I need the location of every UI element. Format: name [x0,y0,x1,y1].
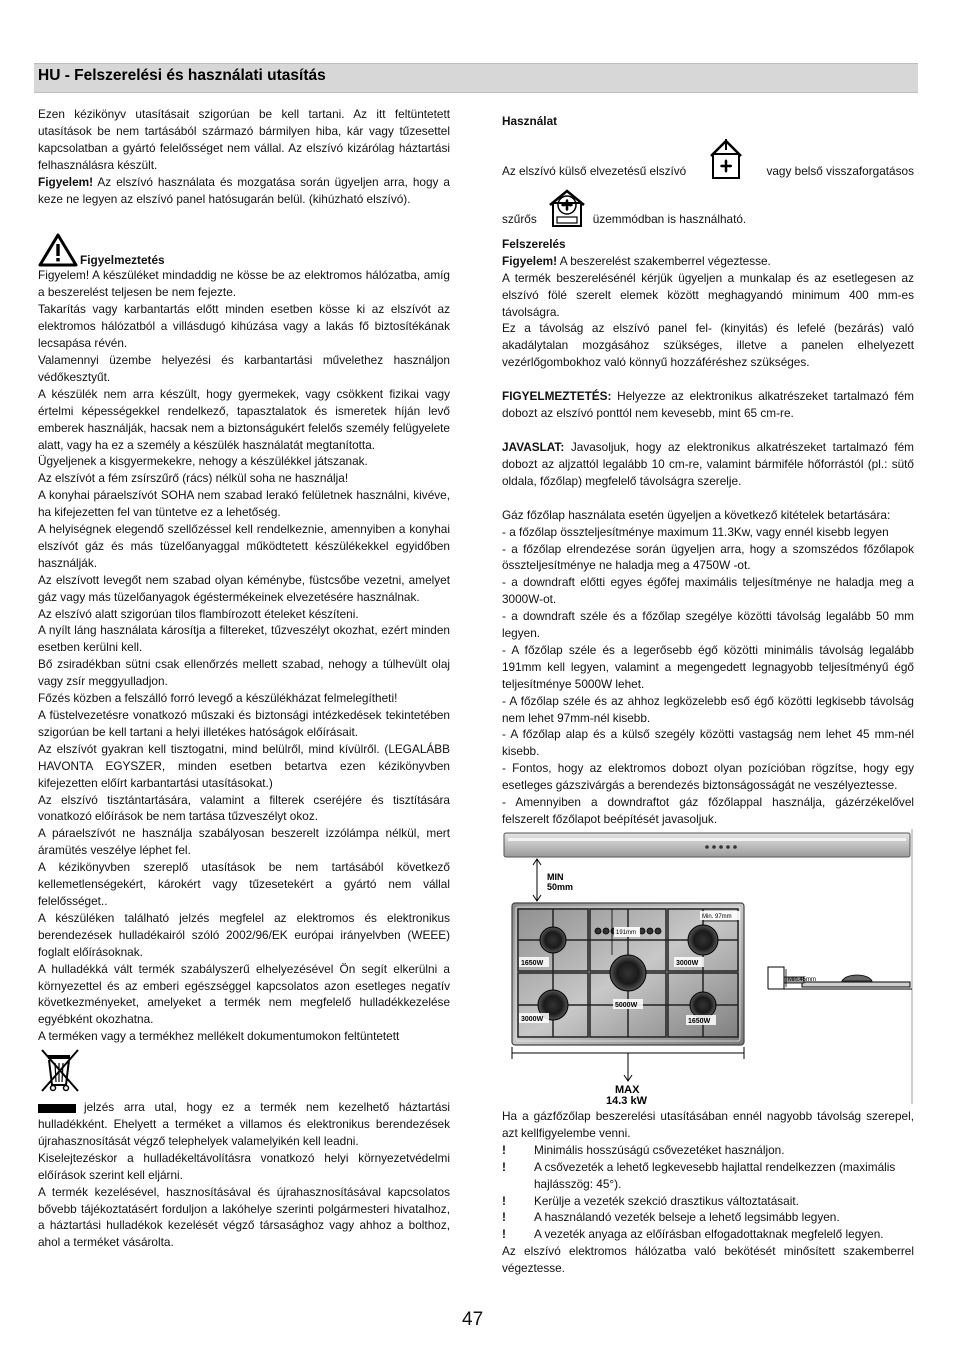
weee-paragraph [38,1099,450,1150]
warning-paragraphs [38,267,450,1045]
intro-paragraph: Ezen kézikönyv utasításait szigorúan be kell tartani. Az itt feltüntetett utasítások be nem tartásából származó bármilyen hiba, kár vagy tűzesettel kapcsolatban a gyártó felelősséget nem vállal. Az elszívó kizárólag háztartási felhasználásra készült. [38,107,450,172]
burner-label: 3000W [676,960,699,967]
warning-paragraph: A kézikönyvben szereplő utasítások be nem tartásából következő kellemetlenségekért, károkért vagy tűzesetekért a gyártó nem vállal felelősséget.. [38,860,450,908]
after-diagram-paragraph: Ha a gázfőzőlap beszerelési utasításában ennél nagyobb távolság szerepel, azt kellfigyelembe venni. [502,1109,914,1140]
burner-label: 1650W [521,960,544,967]
warning-heading [38,233,450,267]
hob-diagram [502,829,914,1104]
duct-requirement-text: A használandó vezeték belseje a lehető legsimább legyen. [534,1210,840,1225]
recirculation-mode-icon [547,188,587,228]
warning-paragraph: A konyhai páraelszívót SOHA nem szabad lerakó felületnek használni, kivéve, ha kifejezetten fel van tüntetve ez a lehetőség. [38,488,450,520]
dist-97: Min. 97mm [702,914,732,920]
gas-intro: Gáz főzőlap használata esetén ügyeljen a következő kitételek betartására: [502,507,891,522]
gas-requirement-item: - a főzőlap összteljesítménye maximum 11.3Kw, vagy ennél kisebb legyen [502,524,889,539]
burner-icon [690,992,716,1018]
gas-requirement-item: - a downdraft előtti egyes égőfej maximális teljesítménye ne haladja meg a 3000W-ot. [502,575,914,607]
javaslat-text: Javasoljuk, hogy az elektronikus alkatrészeket tartalmazó fém dobozt az aljzattól legalább 10 cm-re, valamint bármiféle hőforrástól (pl.: sütő oldala, főzőlap) megfelelő távolságra szerelje. [502,439,914,488]
figyelem-label: Figyelem! [38,174,94,189]
hob-side-section [768,967,912,989]
figyelmeztetes-paragraph [502,388,914,422]
weee-symbol [38,1047,450,1093]
warning-paragraph: Takarítás vagy karbantartás előtt minden esetben kösse ki az elszívót az elektromos hálózatból a villásdugó kihúzása vagy a lakás fő biztosítékának lecsapása révén. [38,302,450,351]
figyelmeztetes-text: Helyezze az elektronikus alkatrészeket tartalmazó fém dobozt az elszívó ponttól nem kevesebb, mint 65 cm-re. [502,389,914,421]
figyelem-paragraph [38,174,450,208]
duct-requirement-text: A vezeték anyaga az előírásban elfogadottaknak megfelelő legyen. [534,1227,884,1242]
gas-requirement-item: - Fontos, hogy az elektromos dobozt olyan pozícióban rögzítse, hogy egy esetleges gázszivárgás a berendezés biztonságosságát ne veszélyeztesse. [502,761,914,793]
warning-paragraph: Az elszívott levegőt nem szabad olyan kéménybe, füstcsőbe vezetni, amelyet gáz vagy más tüzelőanyagok égéstermékeinek elvezetésére használnak. [38,572,450,604]
exclamation-mark: ! [502,1210,506,1225]
dist-191: 191mm [616,930,637,936]
disposal-paragraph: A termék kezelésével, hasznosításával és újrahasznosításával kapcsolatos bővebb tájékoztatásért forduljon a lakóhelye szerinti polgármesteri hivatalhoz, a háztartási hulladékok kezelését végző társasághoz vagy ahhoz a bolthoz, ahol a terméket vásárolta. [38,1184,450,1250]
warning-paragraph: Az elszívó tisztántartására, valamint a filterek cseréjére és tisztítására vonatkozó előírások be nem tartása tűzveszélyt okoz. [38,792,450,824]
gas-requirement-item: - a főzőlap elrendezése során ügyeljen arra, hogy a szomszédos főzőlapok összteljesítménye ne haladja meg a 4750W -ot. [502,541,914,573]
warning-title: Figyelmeztetés [80,252,165,267]
weee-black-bar [38,1104,76,1113]
hasznalat-text4: üzemmódban is használható. [592,212,747,226]
warning-paragraph: A készülék nem arra készült, hogy gyermekek, vagy csökkent fizikai vagy értelmi képességekkel rendelkező, tapasztalatok és ismeretek híján levő emberek használják, hacsak nem a biztonságukért felelős személy felügyelete alatt, vagy ha ez a személy a készülék használatát megtanította. [38,386,450,452]
gas-requirement-item: - A főzőlap széle és a legerősebb égő közötti minimális távolság legalább 191mm kell legyen, valamint a megengedett legnagyobb teljesítményű égő teljesítménye 5000W lehet. [502,642,914,691]
exclamation-mark: ! [502,1159,506,1174]
figyelem-text: Az elszívó használata és mozgatása során ügyeljen arra, hogy a keze ne legyen az elszívó panel hatósugarán belül. (kihúzható elszívó). [38,174,450,206]
figyelem-text-right: A beszerelést szakemberrel végeztesse. [557,253,771,268]
duct-requirement-text: Kerülje a vezeték szekció drasztikus változtatásait. [534,1193,799,1208]
duct-requirement-item [502,1226,914,1243]
warning-paragraph: Az elszívót gyakran kell tisztogatni, mind belülről, mind kívülről. (LEGALÁBB HAVONTA EGYSZER, minden esetben betartva ezen kézikönyvben kifejezetten előírt karbantartási utasításokat.) [38,741,450,790]
warning-paragraph: Bő zsiradékban sütni csak ellenőrzés mellett szabad, nehogy a túlhevült olaj vagy zsír meggyulladjon. [38,657,450,689]
exclamation-mark: ! [502,1142,506,1157]
warning-paragraph: A készüléken található jelzés megfelel az elektromos és elektronikus berendezések hulladékairól szóló 2002/96/EK európai irányelvben (WEEE) foglalt előírásoknak. [38,910,450,959]
exclamation-mark: ! [502,1227,506,1242]
warning-paragraph: Valamennyi üzembe helyezési és karbantartási művelethez használjon védőkesztyűt. [38,352,450,384]
exclamation-mark: ! [502,1193,506,1208]
warning-paragraph: A terméken vagy a termékhez mellékelt dokumentumokon feltüntetett [38,1029,400,1044]
hasznalat-text3: szűrős [502,212,537,226]
install-paragraph: Ez a távolság az elszívó panel fel- (kinyitás) és lefelé (bezárás) való akadálytalan mozgásához szükséges, illetve a panelen elhelyezett vezérlőgombokhoz való könnyű hozzáféréshez szükséges. [502,321,914,370]
hasznalat-title: Használat [502,114,558,128]
warning-paragraph: Figyelem! A készüléket mindaddig ne kösse be az elektromos hálózatba, amíg a beszerelést teljesen be nem fejezte. [38,268,450,300]
figyelem-label-right: Figyelem! [502,253,558,268]
min-value: 50mm [547,882,574,892]
page-number: 47 [462,1309,484,1330]
duct-requirement-item [502,1209,914,1226]
burner-label: 3000W [521,1016,544,1023]
javaslat-label: JAVASLAT: [502,439,565,454]
gas-requirement-item: - a downdraft széle és a főzőlap szegélye közötti távolság legalább 50 mm legyen. [502,609,914,641]
right-column [502,113,914,828]
weee-text: jelzés arra utal, hogy ez a termék nem kezelhető háztartási hulladékként. Ehelyett a terméket a villamos és elektronikus berendezések újrahasznosítását végző telephelyek valamelyikén kell leadni. [38,1100,450,1148]
warning-paragraph: A páraelszívót ne használja szabályosan beszerelt izzólámpa nélkül, mert áramütés veszélye léphet fel. [38,826,450,858]
duct-requirement-item [502,1193,914,1210]
dist-45: Min.45mm [788,977,817,983]
extraction-mode-icon [709,138,743,180]
crossed-bin-icon [38,1047,82,1093]
install-paragraphs [502,270,914,371]
duct-requirement-item [502,1159,914,1193]
disposal-paragraph: Kiselejtezéskor a hulladékeltávolításra vonatkozó helyi környezetvédelmi előírások szerint kell eljárni. [38,1150,450,1182]
hasznalat-line2 [502,188,914,228]
hob-diagram-svg [502,829,914,1104]
warning-paragraph: A nyílt láng használata károsítja a filtereket, tűzveszélyt okozhat, ezért minden esetben kerülni kell. [38,623,450,655]
hasznalat-text2: vagy belső visszaforgatásos [766,164,914,178]
section-header [34,63,918,93]
hasznalat-line1 [502,138,914,180]
warning-paragraph: A helyiségnek elegendő szellőzéssel kell rendelkeznie, amennyiben a konyhai elszívót gáz és más tüzelőanyaggal működtetett készülékekkel egyidőben használják. [38,522,450,570]
gas-requirements-list [502,524,914,828]
page-title: HU - Felszerelési és használati utasítás [38,67,326,84]
duct-requirement-text: A csővezeték a lehető legkevesebb hajlattal rendelkezzen (maximális hajlásszög: 45°). [534,1159,896,1191]
javaslat-paragraph [502,439,914,490]
gas-requirement-item: - A főzőlap alap és a külső szegély közötti vastagság nem lehet 45 mm-nél kisebb. [502,727,914,759]
burner-icon [610,955,646,991]
gas-requirement-item: - Amennyiben a downdraftot gáz főzőlappal használja, gázérzékelővel felszerelt főzőlapot beépítését javasoljuk. [502,795,914,826]
warning-triangle-icon [38,233,78,267]
duct-requirement-item [502,1142,914,1159]
downdraft-hood [504,833,910,857]
figyelmeztetes-label: FIGYELMEZTETÉS: [502,389,612,404]
burner-label: 5000W [615,1002,638,1009]
felszereles-figyelem [502,253,914,270]
install-paragraph: A termék beszerelésénél kérjük ügyeljen a munkalap és az esetlegesen az elszívó fölé szerelt elemek között meghagyandó minimum 400 mm-es távolságra. [502,270,914,319]
duct-requirements-list [502,1142,914,1243]
warning-paragraph: Az elszívó alatt szigorúan tilos flambírozott ételeket készíteni. [38,606,359,621]
left-column [38,106,450,1251]
burner-icon [688,925,718,955]
final-paragraph: Az elszívó elektromos hálózatba való bekötését minősített szakemberrel végeztesse. [502,1244,914,1276]
max-label: MAX [615,1084,640,1096]
warning-paragraph: A füstelvezetésre vonatkozó műszaki és biztonsági intézkedések tekintetében szigorúan be kell tartani a helyi illetékes hatóságok előírásait. [38,708,450,739]
warning-paragraph: Főzés közben a felszálló forró levegő a készülékházat felmelegítheti! [38,691,398,706]
min-label: MIN [547,872,564,882]
gas-requirement-item: - A főzőlap széle és az ahhoz legközelebb eső égő közötti legkisebb távolság nem lehet 97mm-nél kisebb. [502,693,914,725]
max-value: 14,3 kW [606,1095,647,1104]
disposal-paragraphs [38,1150,450,1251]
burner-label: 1650W [688,1018,711,1025]
duct-requirement-text: Minimális hosszúságú csővezetéket használjon. [534,1142,785,1157]
warning-paragraph: Az elszívót a fém zsírszűrő (rács) nélkül soha ne használja! [38,471,349,486]
warning-paragraph: A hulladékká vált termék szabályszerű elhelyezésével Ön segít elkerülni a környezettel és az emberi egészséggel kapcsolatos azon esetleges negatív következményeket, amelyeket a termék nem megfelelő hulladékkezelése egyébként okozhatna. [38,961,450,1027]
right-column-bottom [502,1108,914,1277]
felszereles-title: Felszerelés [502,236,566,251]
warning-paragraph: Ügyeljenek a kisgyermekekre, nehogy a készülékkel játszanak. [38,454,368,469]
burner-icon [540,927,566,953]
hasznalat-text1: Az elszívó külső elvezetésű elszívó [502,164,687,178]
